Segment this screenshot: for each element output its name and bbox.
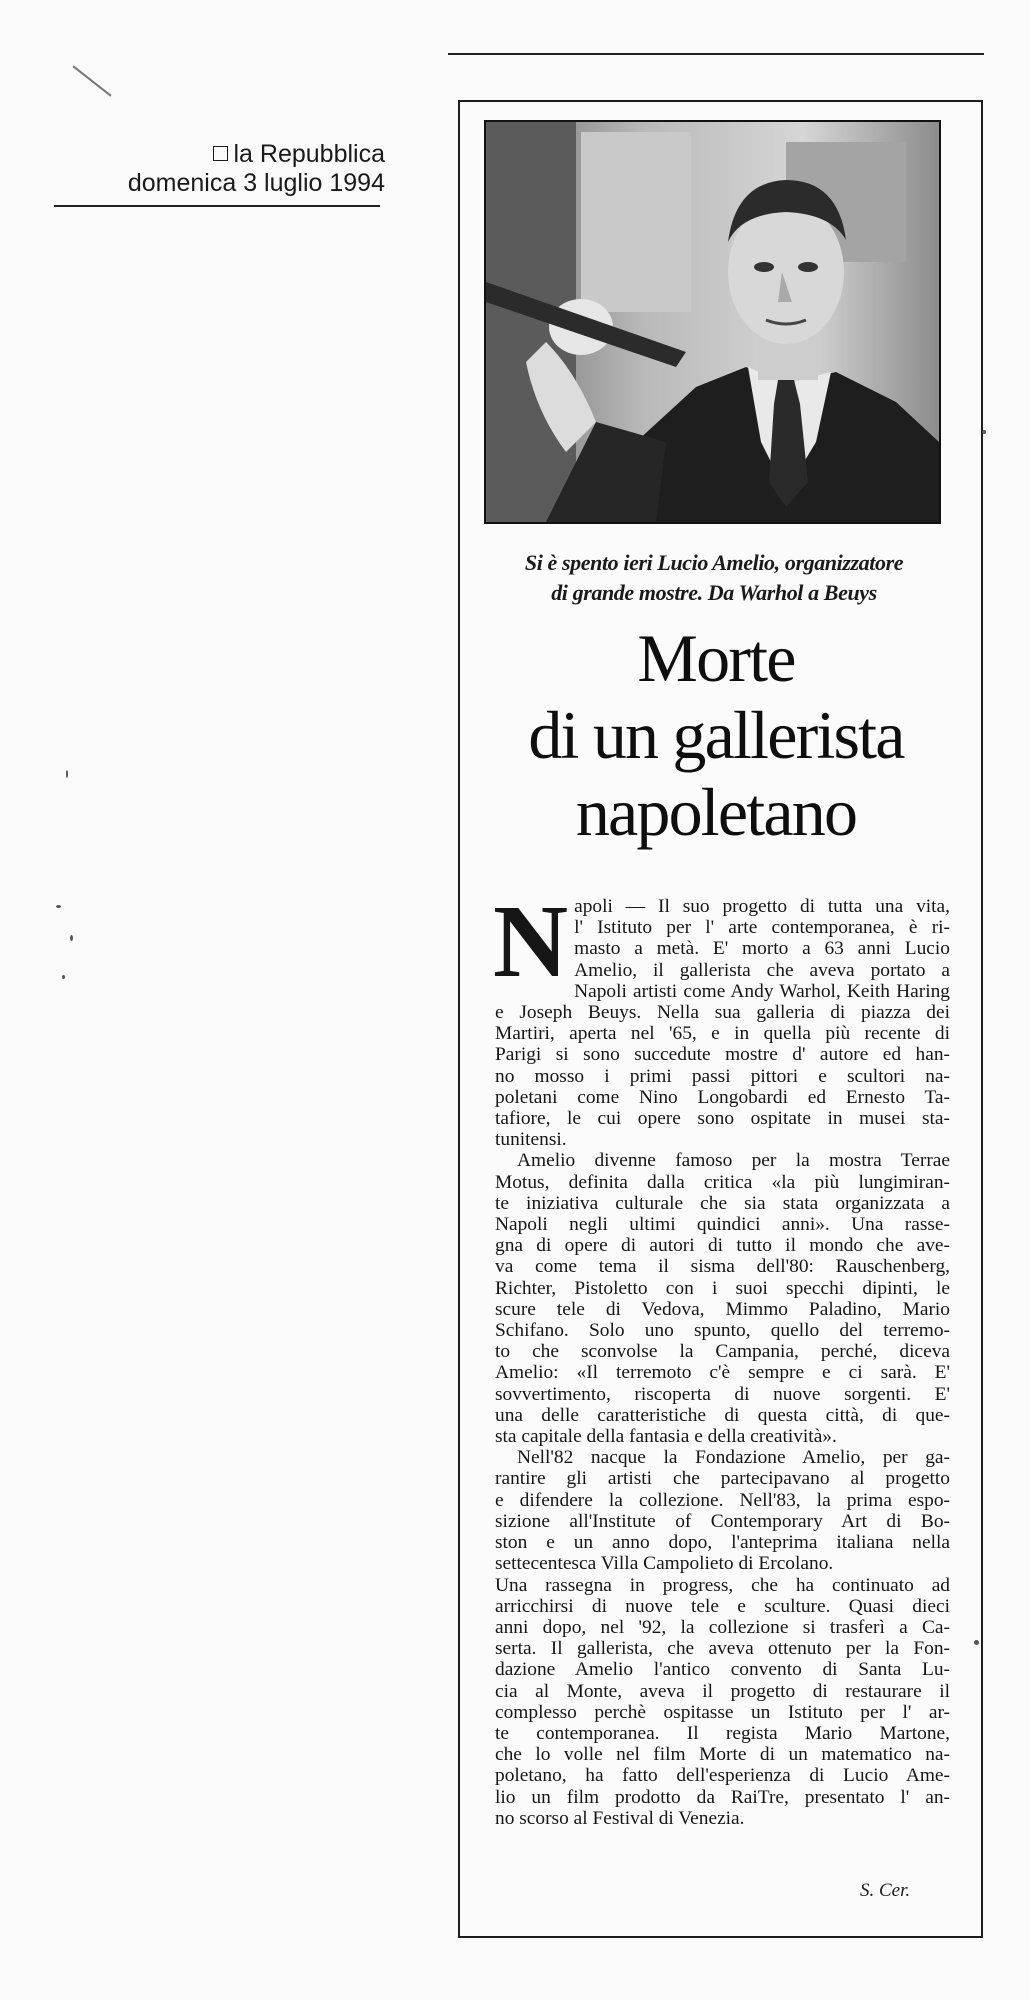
body-line: Nell'82 nacque la Fondazione Amelio, per ga-	[517, 1447, 950, 1469]
scan-speck	[974, 1640, 979, 1645]
body-line: scure tele di Vedova, Mimmo Paladino, Mario	[495, 1298, 950, 1320]
body-line: settecentesca Villa Campolieto di Ercolano.	[495, 1553, 834, 1575]
body-line: complesso perchè ospitasse un Istituto per l' ar-	[495, 1701, 950, 1723]
body-line: lio un film prodotto da RaiTre, presentato l' an-	[495, 1786, 950, 1808]
body-line: sizione all'Institute of Contemporary Art di Bo-	[495, 1510, 950, 1532]
body-line: Una rassegna in progress, che ha continuato ad	[495, 1574, 950, 1596]
scan-speck	[66, 770, 68, 778]
body-line: serta. Il gallerista, che aveva ottenuto per la Fon-	[495, 1638, 950, 1660]
kicker-line: di grande mostre. Da Warhol a Beuys	[551, 580, 877, 605]
body-line: tunitensi.	[495, 1129, 567, 1151]
body-line: poletani come Nino Longobardi ed Ernesto Ta-	[495, 1086, 950, 1108]
body-line: Richter, Pistoletto con i suoi specchi dipinti, le	[495, 1277, 950, 1299]
body-line: no scorso al Festival di Venezia.	[495, 1807, 745, 1829]
publication-name: la Repubblica	[233, 140, 385, 168]
body-line: poletano, ha fatto dell'esperienza di Lucio Ame-	[495, 1765, 950, 1787]
body-line: cia al Monte, aveva il progetto di restaurare il	[495, 1680, 950, 1702]
body-line: te iniziativa culturale che sia stata organizzata a	[495, 1192, 950, 1214]
article-body	[493, 884, 950, 1829]
body-line: Amelio divenne famoso per la mostra Terrae	[517, 1150, 950, 1172]
headline	[470, 620, 962, 851]
body-line: te contemporanea. Il regista Mario Martone,	[495, 1722, 950, 1744]
body-line: sovvertimento, riscoperta di nuove sorgenti. E'	[495, 1383, 950, 1405]
source-rule	[54, 205, 380, 207]
body-line: gna di opere di autori di tutto il mondo che ave-	[495, 1235, 950, 1257]
scan-speck	[56, 905, 61, 908]
scan-scratch	[72, 65, 111, 96]
body-line: e Joseph Beuys. Nella sua galleria di piazza dei	[495, 1002, 950, 1024]
body-line: una delle caratteristiche di questa città, di que-	[495, 1404, 950, 1426]
body-line: Napoli negli ultimi quindici anni». Una rasse-	[495, 1214, 950, 1236]
paragraph-3	[495, 1447, 950, 1829]
body-line: no mosso i primi passi pittori e scultori na-	[495, 1065, 950, 1087]
top-rule	[448, 53, 984, 55]
paragraph-2	[495, 1150, 950, 1447]
scan-speck	[62, 975, 65, 979]
body-line: dazione Amelio l'antico convento di Santa Lu-	[495, 1659, 950, 1681]
body-line: apoli — Il suo progetto di tutta una vita,	[574, 896, 950, 917]
headline-line: Morte	[637, 620, 795, 696]
body-line: e difendere la collezione. Nell'83, la prima espo-	[495, 1489, 950, 1511]
body-line: Parigi si sono succedute mostre d' autore ed han-	[495, 1044, 950, 1066]
body-line: Napoli artisti come Andy Warhol, Keith Haring	[574, 980, 950, 1002]
publication-line	[85, 140, 385, 169]
body-line: rantire gli artisti che partecipavano al progetto	[495, 1468, 950, 1490]
body-line: Schifano. Solo uno spunto, quello del terremo-	[495, 1320, 950, 1342]
portrait-photo	[484, 120, 941, 524]
body-line: ston e un anno dopo, l'anteprima italiana nella	[495, 1532, 950, 1554]
box-icon	[213, 146, 228, 161]
body-line: Motus, definita dalla critica «la più lungimiran-	[495, 1171, 950, 1193]
kicker	[484, 548, 944, 608]
scan-speck	[70, 935, 73, 941]
scan-speck	[982, 430, 986, 434]
body-line: masto a metà. E' morto a 63 anni Lucio	[574, 938, 950, 960]
author-signature: S. Cer.	[860, 1880, 911, 1901]
body-line: Martiri, aperta nel '65, e in quella più recente di	[495, 1023, 950, 1045]
body-line: Amelio, il gallerista che aveva portato a	[574, 959, 950, 981]
kicker-line: Si è spento ieri Lucio Amelio, organizzatore	[524, 550, 904, 575]
body-line: che lo volle nel film Morte di un matematico na-	[495, 1744, 950, 1766]
source-stamp	[85, 140, 385, 198]
body-line: sta capitale della fantasia e della creatività».	[495, 1426, 837, 1448]
body-line: arricchirsi di nuove tele e sculture. Quasi dieci	[495, 1595, 950, 1617]
body-line: to che sconvolse la Campania, perché, diceva	[495, 1341, 950, 1363]
portrait-image	[486, 122, 939, 522]
body-line: l' Istituto per l' arte contemporanea, è ri-	[574, 917, 950, 939]
headline-line: napoletano	[575, 774, 857, 850]
body-line: Amelio: «Il terremoto c'è sempre e ci sarà. E'	[495, 1362, 950, 1384]
drop-cap: N	[493, 884, 569, 999]
headline-line: di un gallerista	[528, 697, 904, 773]
body-line: va come tema il sisma dell'80: Rauschenberg,	[495, 1256, 950, 1278]
paragraph-1	[493, 884, 950, 1151]
publication-date: domenica 3 luglio 1994	[127, 169, 385, 197]
body-line: tafiore, le cui opere sono ospitate in musei sta-	[495, 1108, 950, 1130]
body-line: anni dopo, nel '92, la collezione si trasferì a Ca-	[495, 1616, 950, 1638]
